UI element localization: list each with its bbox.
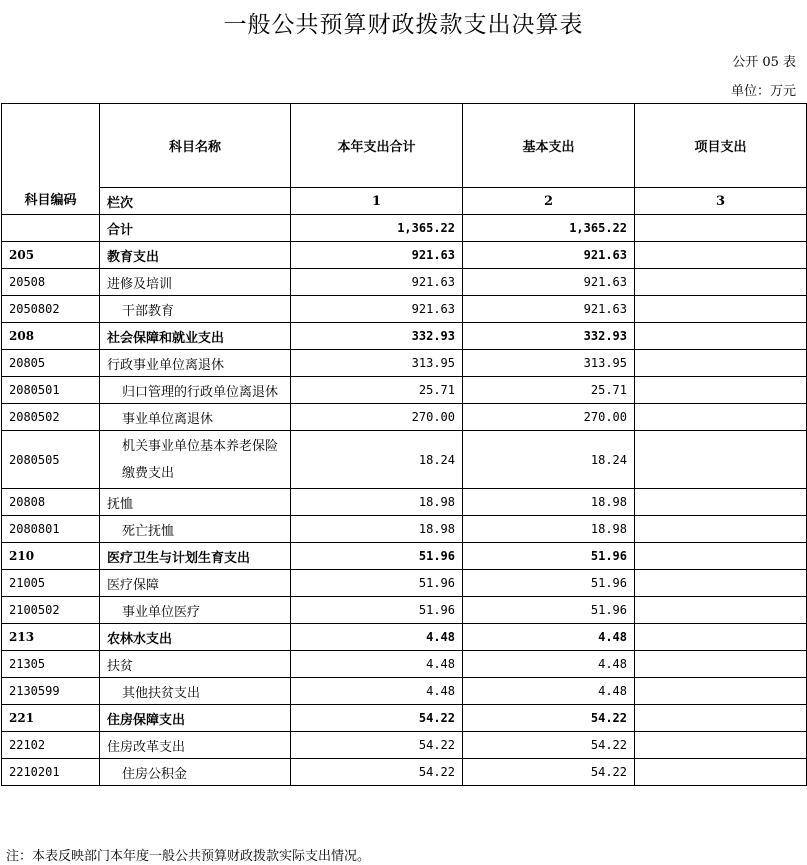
row-project: [635, 759, 807, 786]
sum-project: [635, 215, 807, 242]
row-total: 332.93: [291, 323, 463, 350]
row-total: 18.24: [291, 431, 463, 489]
row-name: 事业单位医疗: [100, 597, 291, 624]
row-total: 270.00: [291, 404, 463, 431]
row-total: 18.98: [291, 489, 463, 516]
row-name: 事业单位离退休: [100, 404, 291, 431]
row-code: 20808: [2, 489, 100, 516]
table-row: [2, 705, 807, 732]
table-row: [2, 323, 807, 350]
row-basic: 4.48: [463, 651, 635, 678]
row-project: [635, 269, 807, 296]
column-index-label: 栏次: [100, 188, 291, 215]
table-number: 公开 05 表: [732, 55, 796, 70]
row-basic: 18.98: [463, 489, 635, 516]
header-name: 科目名称: [100, 104, 291, 188]
row-project: [635, 678, 807, 705]
row-name: 机关事业单位基本养老保险缴费支出: [100, 431, 291, 489]
table-row: [2, 404, 807, 431]
table-row: [2, 543, 807, 570]
row-basic: 4.48: [463, 624, 635, 651]
row-total: 4.48: [291, 678, 463, 705]
row-name: 医疗保障: [100, 570, 291, 597]
row-project: [635, 570, 807, 597]
table-row: [2, 624, 807, 651]
row-basic: 51.96: [463, 597, 635, 624]
row-total: 18.98: [291, 516, 463, 543]
row-name: 死亡抚恤: [100, 516, 291, 543]
row-code: 2080801: [2, 516, 100, 543]
row-basic: 18.98: [463, 516, 635, 543]
row-basic: 18.24: [463, 431, 635, 489]
row-basic: 921.63: [463, 296, 635, 323]
row-total: 51.96: [291, 570, 463, 597]
sum-basic: 1,365.22: [463, 215, 635, 242]
row-name: 抚恤: [100, 489, 291, 516]
row-name: 扶贫: [100, 651, 291, 678]
table-row: [2, 678, 807, 705]
table-row: [2, 350, 807, 377]
row-code: 210: [2, 543, 100, 570]
table-row: [2, 296, 807, 323]
row-code: 21305: [2, 651, 100, 678]
table-row: [2, 242, 807, 269]
expenditure-table: [1, 103, 807, 786]
row-project: [635, 323, 807, 350]
row-total: 54.22: [291, 705, 463, 732]
row-total: 921.63: [291, 242, 463, 269]
row-basic: 51.96: [463, 543, 635, 570]
row-basic: 270.00: [463, 404, 635, 431]
row-name: 教育支出: [100, 242, 291, 269]
row-basic: 54.22: [463, 732, 635, 759]
sum-label: 合计: [100, 215, 291, 242]
row-project: [635, 516, 807, 543]
table-row: [2, 570, 807, 597]
header-project: 项目支出: [635, 104, 807, 188]
row-code: 2080505: [2, 431, 100, 489]
row-code: 205: [2, 242, 100, 269]
row-name: 归口管理的行政单位离退休: [100, 377, 291, 404]
row-name: 社会保障和就业支出: [100, 323, 291, 350]
row-code: 2080502: [2, 404, 100, 431]
row-project: [635, 377, 807, 404]
row-name: 干部教育: [100, 296, 291, 323]
header-basic: 基本支出: [463, 104, 635, 188]
row-basic: 54.22: [463, 705, 635, 732]
row-name: 医疗卫生与计划生育支出: [100, 543, 291, 570]
sum-total: 1,365.22: [291, 215, 463, 242]
row-total: 54.22: [291, 732, 463, 759]
row-basic: 332.93: [463, 323, 635, 350]
row-code: 2080501: [2, 377, 100, 404]
row-project: [635, 404, 807, 431]
column-index-1: 1: [291, 188, 463, 215]
row-code: 213: [2, 624, 100, 651]
header-total: 本年支出合计: [291, 104, 463, 188]
row-code: 221: [2, 705, 100, 732]
page-title: 一般公共预算财政拨款支出决算表: [223, 12, 584, 38]
table-row: [2, 759, 807, 786]
table-row: [2, 489, 807, 516]
row-name: 住房保障支出: [100, 705, 291, 732]
row-name: 住房公积金: [100, 759, 291, 786]
row-project: [635, 732, 807, 759]
row-project: [635, 242, 807, 269]
row-code: 2130599: [2, 678, 100, 705]
row-basic: 25.71: [463, 377, 635, 404]
column-index-3: 3: [635, 188, 807, 215]
row-project: [635, 431, 807, 489]
row-code: 208: [2, 323, 100, 350]
row-code: 21005: [2, 570, 100, 597]
row-code: 2050802: [2, 296, 100, 323]
row-project: [635, 296, 807, 323]
row-project: [635, 624, 807, 651]
row-project: [635, 350, 807, 377]
row-name: 进修及培训: [100, 269, 291, 296]
row-basic: 921.63: [463, 242, 635, 269]
row-total: 51.96: [291, 543, 463, 570]
unit-label: 单位：万元: [730, 84, 796, 99]
table-row: [2, 269, 807, 296]
row-project: [635, 651, 807, 678]
table-row: [2, 597, 807, 624]
row-code: 20805: [2, 350, 100, 377]
header-code: 科目编码: [2, 104, 100, 215]
sum-code-cell: [2, 215, 100, 242]
row-name: 其他扶贫支出: [100, 678, 291, 705]
row-code: 2210201: [2, 759, 100, 786]
row-total: 4.48: [291, 651, 463, 678]
row-total: 921.63: [291, 296, 463, 323]
row-total: 313.95: [291, 350, 463, 377]
column-index-row: [2, 188, 807, 215]
row-total: 25.71: [291, 377, 463, 404]
table-row: [2, 732, 807, 759]
table-row: [2, 651, 807, 678]
row-total: 54.22: [291, 759, 463, 786]
header-row: [2, 104, 807, 188]
table-row: [2, 377, 807, 404]
row-code: 20508: [2, 269, 100, 296]
row-basic: 313.95: [463, 350, 635, 377]
row-code: 22102: [2, 732, 100, 759]
sum-row: [2, 215, 807, 242]
row-total: 921.63: [291, 269, 463, 296]
row-name: 住房改革支出: [100, 732, 291, 759]
row-total: 4.48: [291, 624, 463, 651]
row-project: [635, 489, 807, 516]
row-basic: 921.63: [463, 269, 635, 296]
column-index-2: 2: [463, 188, 635, 215]
table-row: [2, 431, 807, 489]
row-code: 2100502: [2, 597, 100, 624]
row-name: 行政事业单位离退休: [100, 350, 291, 377]
table-row: [2, 516, 807, 543]
row-project: [635, 705, 807, 732]
row-project: [635, 597, 807, 624]
row-project: [635, 543, 807, 570]
row-name: 农林水支出: [100, 624, 291, 651]
row-total: 51.96: [291, 597, 463, 624]
row-basic: 54.22: [463, 759, 635, 786]
row-basic: 51.96: [463, 570, 635, 597]
footnote: 注：本表反映部门本年度一般公共预算财政拨款实际支出情况。: [6, 849, 371, 864]
row-basic: 4.48: [463, 678, 635, 705]
